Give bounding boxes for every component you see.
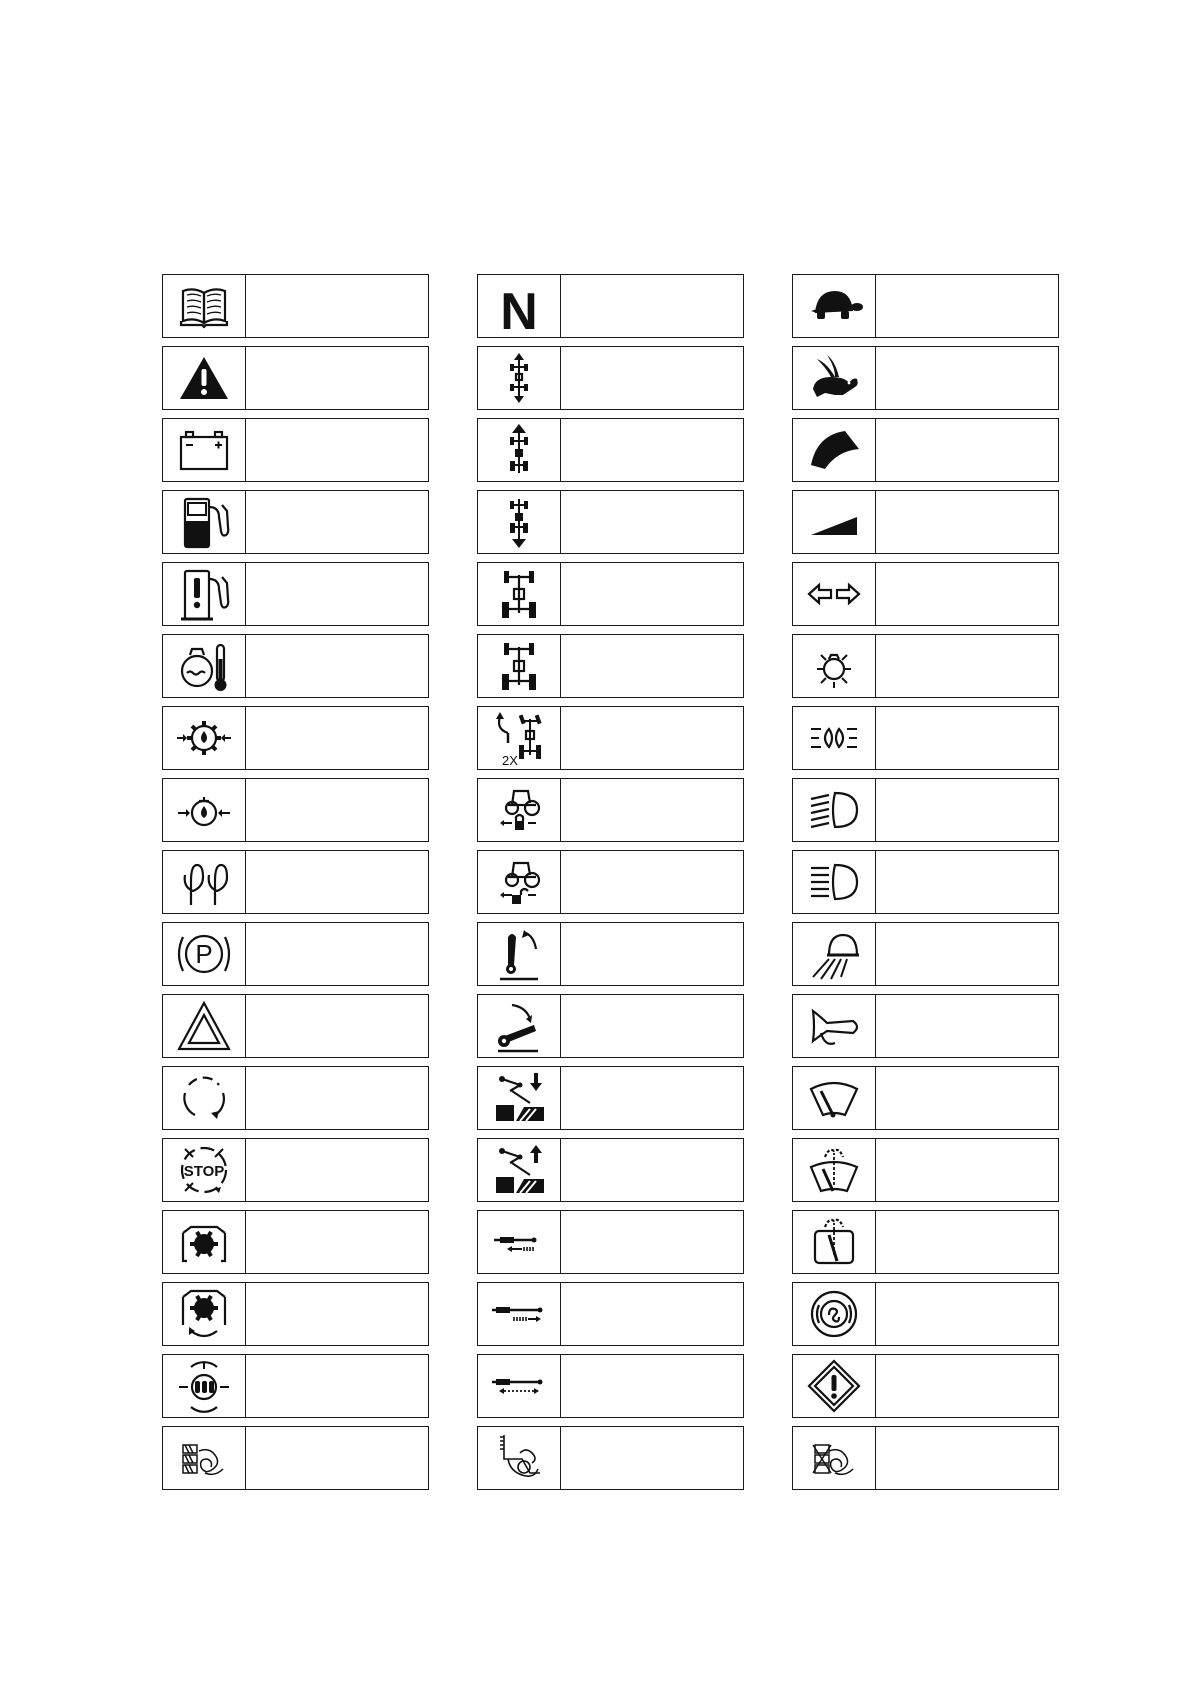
symbol-table — [162, 274, 1059, 1490]
symbol-description — [246, 851, 428, 913]
symbol-description — [561, 1427, 743, 1489]
symbol-description — [876, 1067, 1058, 1129]
symbol-cell — [163, 1139, 246, 1201]
symbol-cell — [478, 851, 561, 913]
symbol-cell — [163, 923, 246, 985]
symbol-description — [246, 635, 428, 697]
symbol-description — [876, 1427, 1058, 1489]
symbol-row — [477, 1066, 744, 1130]
symbol-cell — [793, 779, 876, 841]
fuel-pump-icon — [175, 493, 233, 551]
symbol-cell — [478, 1427, 561, 1489]
hitch-lower-icon — [490, 1069, 548, 1127]
symbol-column — [162, 274, 429, 1490]
symbol-description — [246, 1283, 428, 1345]
low-beam-icon — [805, 781, 863, 839]
pto-auto-icon — [175, 1285, 233, 1343]
symbol-row — [162, 490, 429, 554]
symbol-description — [876, 563, 1058, 625]
symbol-row — [477, 922, 744, 986]
symbol-row — [792, 418, 1059, 482]
symbol-row — [477, 562, 744, 626]
symbol-description — [561, 491, 743, 553]
horn-icon — [805, 997, 863, 1055]
symbol-description — [876, 707, 1058, 769]
symbol-cell — [478, 1139, 561, 1201]
symbol-cell — [793, 419, 876, 481]
symbol-row — [162, 994, 429, 1058]
symbol-description — [246, 491, 428, 553]
symbol-cell — [793, 275, 876, 337]
symbol-row — [792, 1354, 1059, 1418]
symbol-cell — [478, 491, 561, 553]
symbol-cell — [478, 419, 561, 481]
symbol-row — [792, 346, 1059, 410]
symbol-description — [561, 995, 743, 1057]
brake-fault-icon — [805, 1285, 863, 1343]
symbol-row — [477, 418, 744, 482]
symbol-row — [477, 778, 744, 842]
symbol-row — [162, 1210, 429, 1274]
symbol-row — [792, 1426, 1059, 1490]
chopper-seat-icon — [805, 1429, 863, 1487]
symbol-description — [246, 1211, 428, 1273]
pto-stop-icon — [175, 1141, 233, 1199]
symbol-description — [876, 419, 1058, 481]
symbol-cell — [163, 491, 246, 553]
symbol-cell — [793, 1355, 876, 1417]
four-wheel-steer-icon — [490, 709, 548, 767]
fuel-warning-icon — [175, 565, 233, 623]
turtle-slow-icon — [805, 277, 863, 335]
symbol-description — [876, 1211, 1058, 1273]
differential-lock-icon — [175, 1357, 233, 1415]
incremental-ramp-icon — [805, 493, 863, 551]
symbol-description — [876, 347, 1058, 409]
hazard-lights-icon — [175, 997, 233, 1055]
symbol-cell — [793, 995, 876, 1057]
symbol-cell — [793, 1211, 876, 1273]
symbol-description — [876, 923, 1058, 985]
symbol-cell — [793, 1283, 876, 1345]
symbol-cell — [478, 347, 561, 409]
symbol-description — [876, 491, 1058, 553]
symbol-description — [561, 419, 743, 481]
symbol-description — [561, 779, 743, 841]
symbol-cell — [163, 1355, 246, 1417]
symbol-cell — [478, 1283, 561, 1345]
symbol-description — [561, 1139, 743, 1201]
windshield-washer-icon — [805, 1141, 863, 1199]
symbol-row — [477, 850, 744, 914]
two-wheel-drive-icon — [490, 565, 548, 623]
symbol-cell — [163, 995, 246, 1057]
symbol-row — [792, 634, 1059, 698]
symbol-cell — [478, 563, 561, 625]
symbol-description — [561, 923, 743, 985]
symbol-description — [246, 347, 428, 409]
symbol-row — [477, 1210, 744, 1274]
battery-icon — [175, 421, 233, 479]
symbol-row — [162, 706, 429, 770]
symbol-row — [162, 1354, 429, 1418]
symbol-description — [876, 1355, 1058, 1417]
symbol-row — [792, 1210, 1059, 1274]
turn-signals-icon — [805, 565, 863, 623]
symbol-cell — [793, 491, 876, 553]
pto-engaged-icon — [175, 1213, 233, 1271]
symbol-row — [162, 1282, 429, 1346]
neutral-icon — [490, 277, 548, 335]
shuttle-forward-reverse-icon — [490, 349, 548, 407]
symbol-cell — [793, 563, 876, 625]
symbol-row — [162, 1066, 429, 1130]
symbol-cell — [163, 347, 246, 409]
symbol-cell — [793, 1427, 876, 1489]
symbol-cell — [793, 1139, 876, 1201]
symbol-row — [477, 706, 744, 770]
symbol-cell — [793, 1067, 876, 1129]
symbol-description — [561, 1355, 743, 1417]
symbol-description — [876, 779, 1058, 841]
high-beam-icon — [805, 853, 863, 911]
symbol-cell — [478, 923, 561, 985]
symbol-row — [792, 274, 1059, 338]
symbol-description — [876, 275, 1058, 337]
symbol-column — [792, 274, 1059, 1490]
symbol-row — [477, 1138, 744, 1202]
operator-seat-icon — [490, 1429, 548, 1487]
symbol-description — [246, 923, 428, 985]
tractor-lock-icon — [490, 781, 548, 839]
symbol-cell — [478, 1355, 561, 1417]
symbol-row — [477, 274, 744, 338]
symbol-description — [561, 563, 743, 625]
symbol-row — [792, 1282, 1059, 1346]
symbol-row — [162, 634, 429, 698]
symbol-description — [876, 851, 1058, 913]
symbol-description — [246, 563, 428, 625]
symbol-description — [246, 419, 428, 481]
symbol-cell — [163, 419, 246, 481]
symbol-row — [162, 418, 429, 482]
symbol-description — [876, 1283, 1058, 1345]
rear-wiper-washer-icon — [805, 1213, 863, 1271]
symbol-description — [246, 1427, 428, 1489]
symbol-row — [162, 1138, 429, 1202]
symbol-description — [246, 275, 428, 337]
parking-brake-icon — [175, 925, 233, 983]
symbol-cell — [478, 707, 561, 769]
symbol-cell — [163, 851, 246, 913]
symbol-row — [477, 346, 744, 410]
shuttle-reverse-icon — [490, 493, 548, 551]
symbol-row — [162, 346, 429, 410]
shuttle-forward-icon — [490, 421, 548, 479]
warning-triangle-icon — [175, 349, 233, 407]
four-wheel-drive-icon — [490, 637, 548, 695]
svg-text:2X: 2X — [502, 753, 518, 767]
cylinder-extend-icon — [490, 1285, 548, 1343]
svg-text:P: P — [195, 939, 213, 969]
symbol-cell — [478, 995, 561, 1057]
continuously-variable-icon — [805, 421, 863, 479]
symbol-row — [162, 562, 429, 626]
symbol-cell — [478, 1211, 561, 1273]
symbol-row — [792, 562, 1059, 626]
symbol-row — [477, 994, 744, 1058]
work-light-icon — [805, 637, 863, 695]
symbol-description — [561, 1067, 743, 1129]
symbol-description — [246, 1355, 428, 1417]
symbol-cell — [793, 923, 876, 985]
symbol-cell — [163, 1283, 246, 1345]
symbol-description — [876, 1139, 1058, 1201]
symbol-description — [561, 275, 743, 337]
symbol-cell — [478, 635, 561, 697]
symbol-cell — [478, 779, 561, 841]
symbol-description — [246, 707, 428, 769]
symbol-row — [792, 490, 1059, 554]
cylinder-retract-icon — [490, 1213, 548, 1271]
symbol-cell — [163, 1211, 246, 1273]
symbol-description — [246, 995, 428, 1057]
symbol-row — [792, 706, 1059, 770]
hitch-raise-icon — [490, 1141, 548, 1199]
symbol-row — [162, 922, 429, 986]
svg-text:STOP: STOP — [183, 1163, 225, 1180]
symbol-description — [561, 635, 743, 697]
symbol-cell — [163, 275, 246, 337]
rabbit-fast-icon — [805, 349, 863, 407]
cylinder-float-icon — [490, 1357, 548, 1415]
symbol-row — [162, 1426, 429, 1490]
symbol-description — [561, 707, 743, 769]
coolant-temperature-icon — [175, 637, 233, 695]
symbol-cell — [163, 1067, 246, 1129]
symbol-row — [477, 634, 744, 698]
general-warning-icon — [805, 1357, 863, 1415]
seed-cotton-module-icon — [175, 1429, 233, 1487]
symbol-description — [561, 1211, 743, 1273]
symbol-row — [792, 994, 1059, 1058]
symbol-cell — [793, 635, 876, 697]
side-lights-icon — [805, 709, 863, 767]
beacon-light-icon — [805, 925, 863, 983]
symbol-cell — [163, 635, 246, 697]
symbol-column — [477, 274, 744, 1490]
symbol-cell — [478, 1067, 561, 1129]
symbol-description — [246, 1139, 428, 1201]
symbol-row — [792, 1066, 1059, 1130]
symbol-cell — [163, 1427, 246, 1489]
symbol-row — [792, 1138, 1059, 1202]
symbol-row — [162, 850, 429, 914]
symbol-row — [162, 274, 429, 338]
lever-up-icon — [490, 925, 548, 983]
symbol-row — [477, 1426, 744, 1490]
symbol-row — [792, 850, 1059, 914]
symbol-description — [876, 995, 1058, 1057]
symbol-cell — [163, 707, 246, 769]
symbol-cell — [793, 851, 876, 913]
symbol-cell — [793, 347, 876, 409]
windshield-wiper-icon — [805, 1069, 863, 1127]
symbol-row — [477, 1354, 744, 1418]
symbol-description — [246, 1067, 428, 1129]
symbol-description — [561, 347, 743, 409]
symbol-description — [876, 635, 1058, 697]
symbol-cell — [163, 779, 246, 841]
operator-manual-icon — [175, 277, 233, 335]
symbol-row — [162, 778, 429, 842]
tractor-unlock-icon — [490, 853, 548, 911]
pto-rotation-icon — [175, 1069, 233, 1127]
symbol-description — [246, 779, 428, 841]
svg-text:N: N — [500, 283, 538, 335]
symbol-description — [561, 851, 743, 913]
symbol-row — [792, 922, 1059, 986]
symbol-row — [792, 778, 1059, 842]
transmission-oil-pressure-icon — [175, 709, 233, 767]
symbol-description — [561, 1283, 743, 1345]
engine-oil-pressure-icon — [175, 781, 233, 839]
symbol-cell — [478, 275, 561, 337]
glow-plug-icon — [175, 853, 233, 911]
symbol-cell — [163, 563, 246, 625]
symbol-row — [477, 490, 744, 554]
symbol-row — [477, 1282, 744, 1346]
symbol-cell — [793, 707, 876, 769]
pedal-down-icon — [490, 997, 548, 1055]
